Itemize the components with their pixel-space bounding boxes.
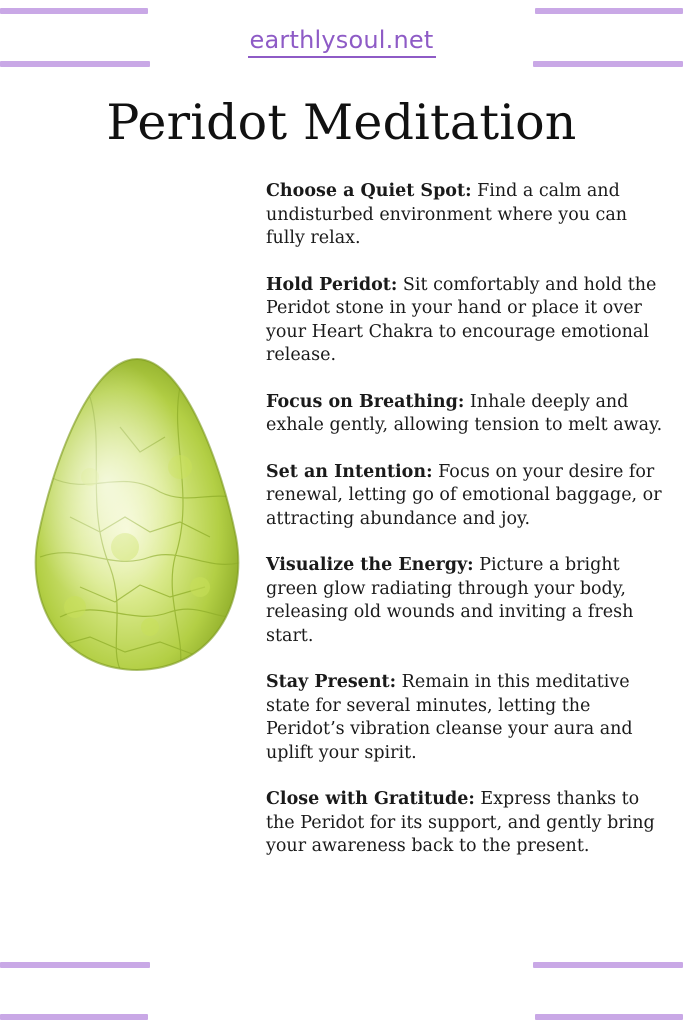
step-text: Picture a bright green glow radiating through your body, releasing old wounds and inviting a fresh start. bbox=[266, 555, 634, 646]
decorative-bar-bottom-right bbox=[535, 1014, 683, 1020]
decorative-bar-upper-left bbox=[0, 61, 150, 67]
step-heading: Hold Peridot: bbox=[266, 274, 398, 295]
meditation-steps bbox=[266, 180, 668, 882]
site-logo[interactable]: earthlysoul.net bbox=[249, 26, 434, 54]
decorative-bar-bottom-left bbox=[0, 1014, 148, 1020]
step-heading: Stay Present: bbox=[266, 672, 397, 692]
step-text: Express thanks to the Peridot for its support, and gently bring your awareness back to the present. bbox=[266, 789, 655, 856]
step-hold-peridot bbox=[266, 274, 668, 368]
decorative-bar-upper-right bbox=[533, 61, 683, 67]
step-stay-present bbox=[266, 671, 668, 765]
step-set-intention bbox=[266, 461, 668, 532]
logo-underline bbox=[248, 56, 436, 58]
decorative-bar-top-right bbox=[535, 8, 683, 14]
decorative-bar-lower-left bbox=[0, 962, 150, 968]
step-text: Inhale deeply and exhale gently, allowing tension to melt away. bbox=[266, 391, 663, 435]
step-visualize-energy bbox=[266, 554, 668, 648]
decorative-bar-lower-right bbox=[533, 962, 683, 968]
step-focus-on-breathing bbox=[266, 391, 668, 438]
step-choose-quiet-spot bbox=[266, 180, 668, 251]
step-text: Remain in this meditative state for several minutes, letting the Peridot’s vibration cleanse your aura and uplift your spirit. bbox=[266, 672, 633, 763]
peridot-stone-image bbox=[30, 357, 244, 672]
step-heading: Choose a Quiet Spot: bbox=[266, 181, 472, 201]
step-close-with-gratitude bbox=[266, 788, 668, 859]
decorative-bar-top-left bbox=[0, 8, 148, 14]
step-text: Focus on your desire for renewal, letting go of emotional baggage, or attracting abundance and joy. bbox=[266, 461, 662, 529]
step-heading: Close with Gratitude: bbox=[266, 789, 475, 809]
step-heading: Set an Intention: bbox=[266, 461, 433, 482]
step-heading: Visualize the Energy: bbox=[266, 555, 474, 575]
step-heading: Focus on Breathing: bbox=[266, 391, 465, 412]
step-text: Sit comfortably and hold the Peridot stone in your hand or place it over your Heart Chakra to encourage emotional release. bbox=[266, 274, 657, 365]
step-text: Find a calm and undisturbed environment where you can fully relax. bbox=[266, 181, 628, 248]
page-title: Peridot Meditation bbox=[106, 94, 577, 151]
